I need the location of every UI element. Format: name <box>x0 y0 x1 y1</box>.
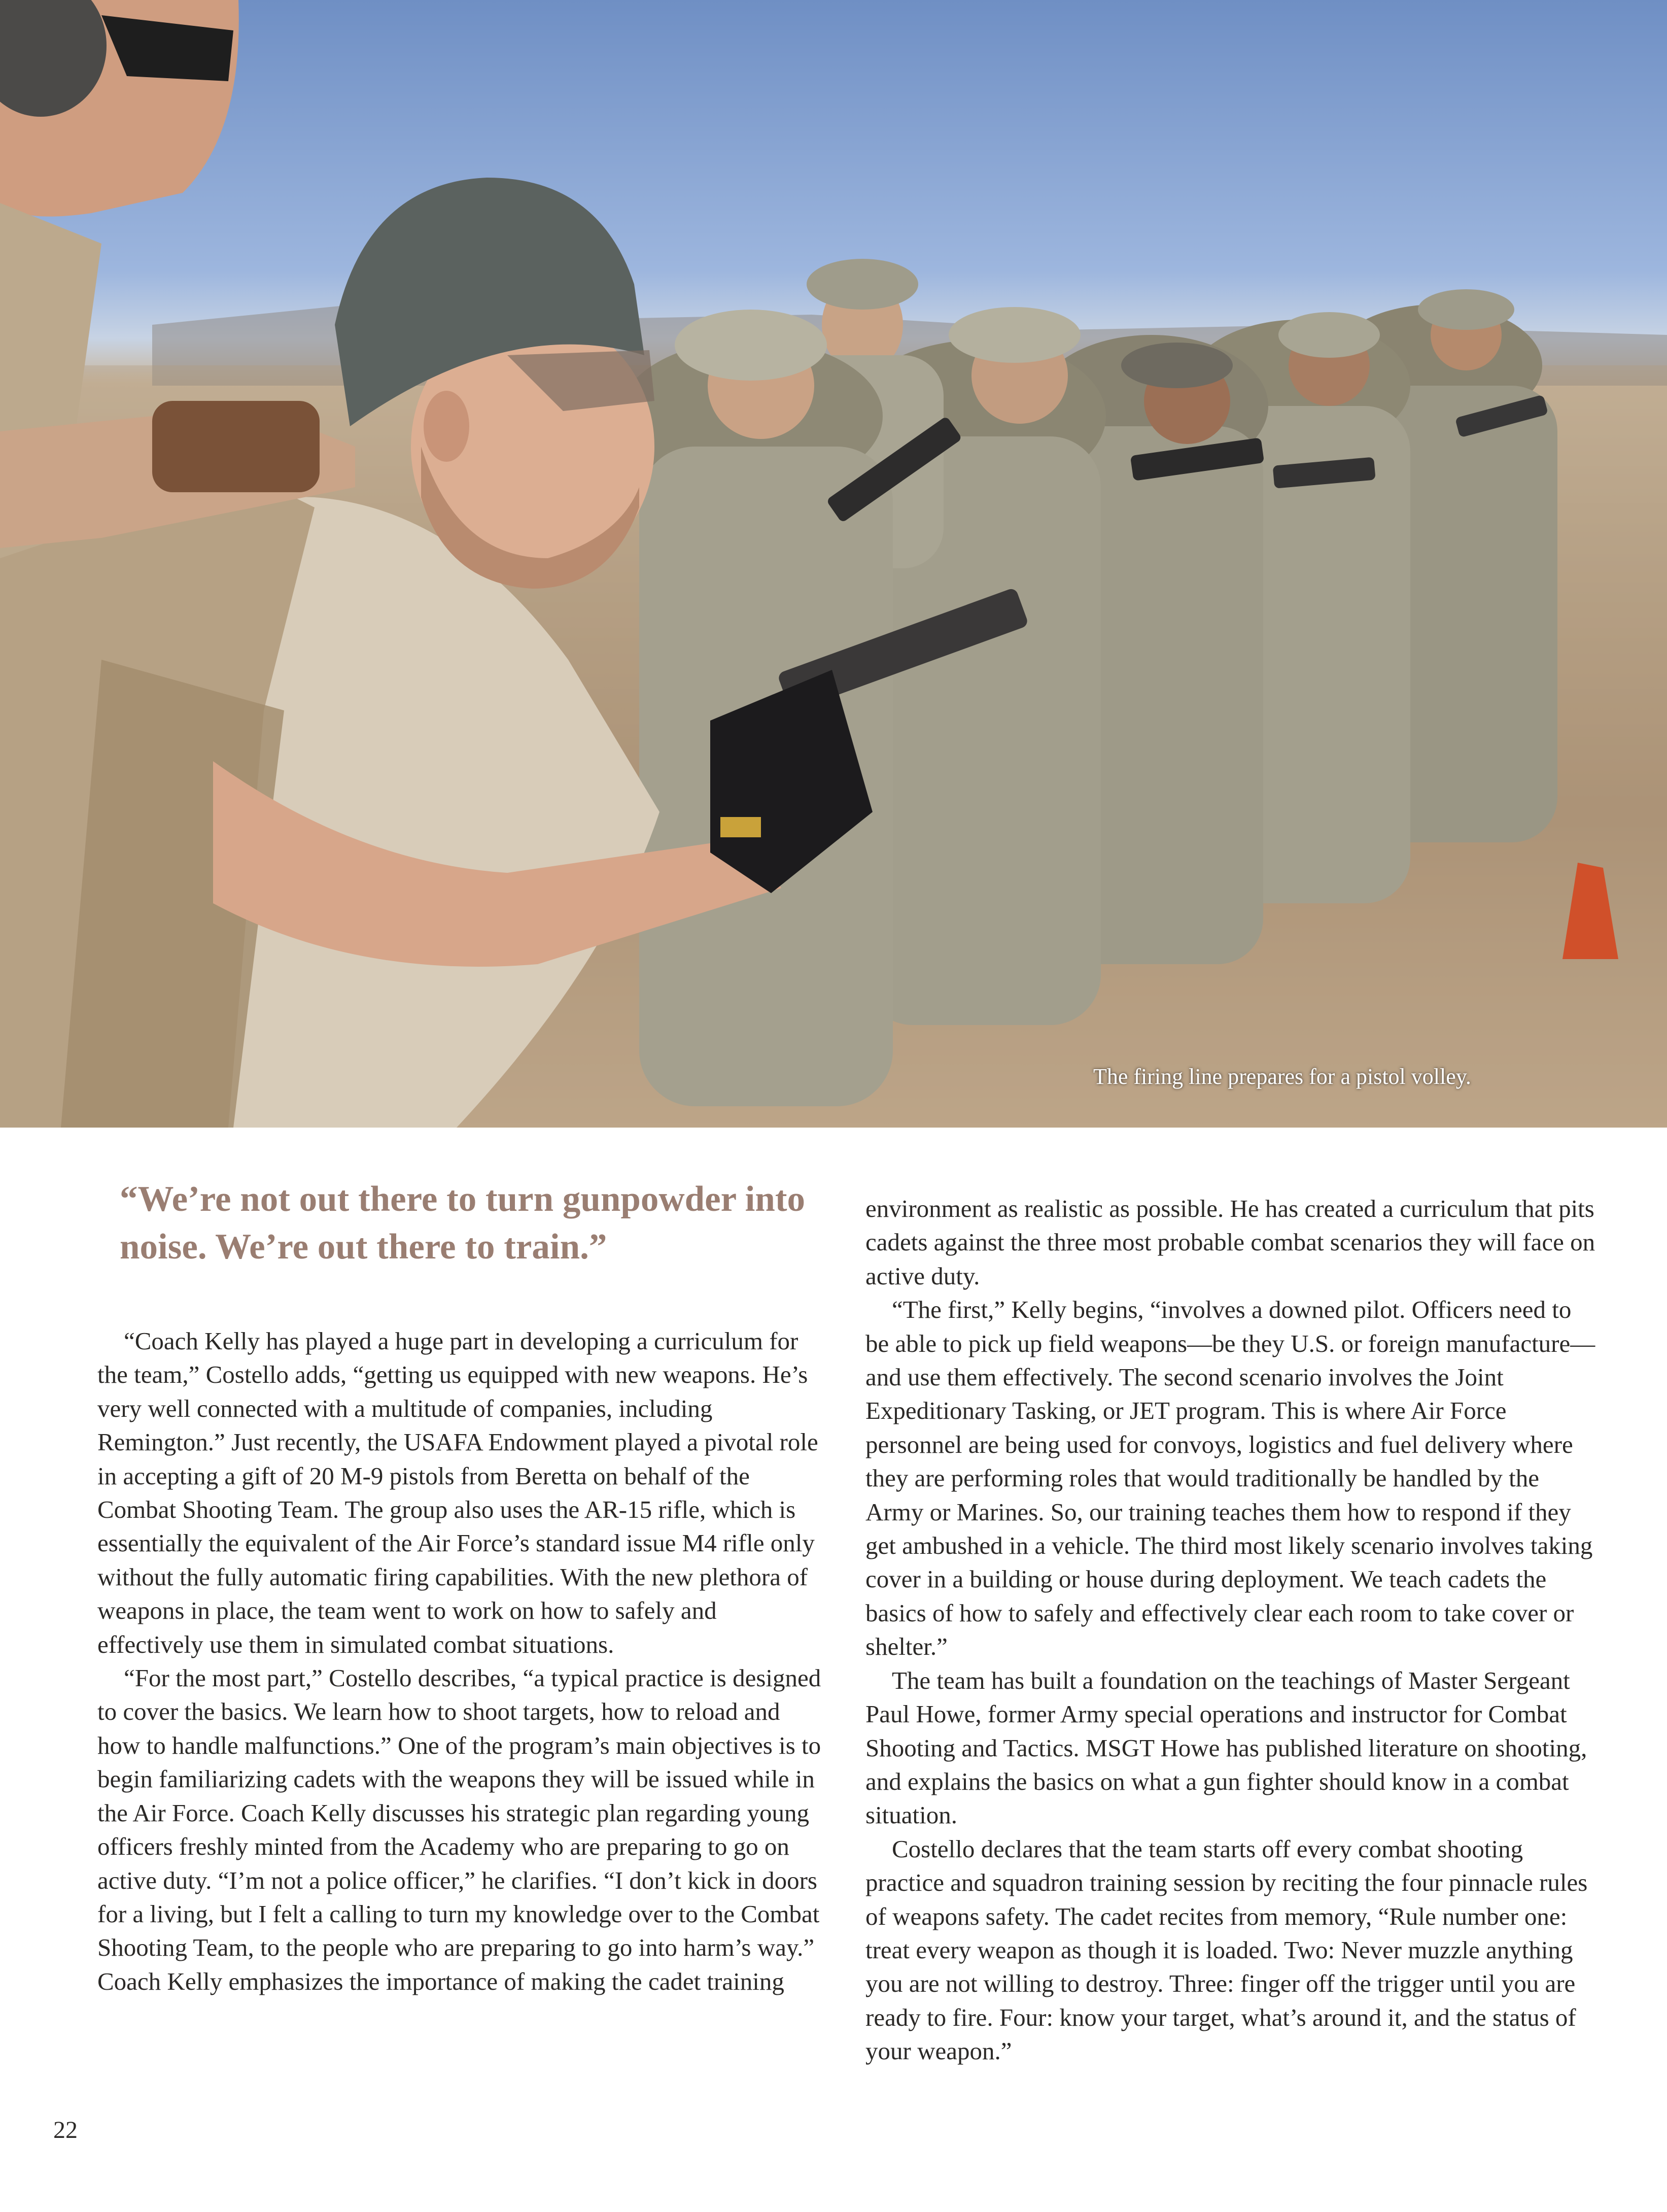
paragraph: Costello declares that the team starts off every combat shooting practice and squadron training session by reciting the four pinnacle rules of weapons safety. The cadet recites from memory, “Rule number one: treat every weapon as though it is loaded. Two: Never muzzle anything you are not willing to destroy. Three: finger off the trigger until you are ready to fire. Four: know your target, what’s around it, and the status of your weapon.” <box>865 1834 1588 2065</box>
page-number: 22 <box>53 2117 78 2143</box>
pull-quote: “We’re not out there to turn gunpowder into noise. We’re out there to train.” <box>120 1179 805 1267</box>
photo-caption: The firing line prepares for a pistol volley. <box>1093 1064 1471 1089</box>
right-column <box>865 1192 1596 2068</box>
paragraph: “Coach Kelly has played a huge part in developing a curriculum for the team,” Costello adds, “getting us equipped with new weapons. He’s very well connected with a multitude of companies, including Remington.” Just recently, the USAFA Endowment played a pivotal role in accepting a gift of 20 M-9 pistols from Beretta on behalf of the Combat Shooting Team. The group also uses the AR-15 rifle, which is essentially the equivalent of the Air Force’s standard issue M4 rifle only without the fully automatic firing capabilities. With the new plethora of weapons in place, the team went to work on how to safely and effectively use them in simulated combat situations. <box>97 1327 818 1658</box>
paragraph: “For the most part,” Costello describes, “a typical practice is designed to cover the basics. We learn how to shoot targets, how to reload and how to handle malfunctions.” One of the program’s main objectives is to begin familiarizing cadets with the weapons they will be issued while in the Air Force. Coach Kelly discusses his strategic plan regarding young officers freshly minted from the Academy who are preparing to go on active duty. “I’m not a police officer,” he clarifies. “I don’t kick in doors for a living, but I felt a calling to turn my knowledge over to the Combat Shooting Team, to the people who are preparing to go into harm’s way.” Coach Kelly emphasizes the importance of making the cadet training <box>97 1664 821 1995</box>
paragraph: The team has built a foundation on the teachings of Master Sergeant Paul Howe, former Army special operations and instructor for Combat Shooting and Tactics. MSGT Howe has published literature on shooting, and explains the basics on what a gun fighter should know in a combat situation. <box>865 1666 1587 1829</box>
left-column <box>97 1324 828 1998</box>
paragraph: “The first,” Kelly begins, “involves a downed pilot. Officers need to be able to pick up field weapons—be they U.S. or foreign manufacture—and use them effectively. The second scenario involves the Joint Expeditionary Tasking, or JET program. This is where Air Force personnel are being used for convoys, logistics and fuel delivery where they are performing roles that would traditionally be handled by the Army or Marines. So, our training teaches them how to respond if they get ambushed in a vehicle. The third most likely scenario involves taking cover in a building or house during deployment. We teach cadets the basics of how to safely and effectively clear each room to take cover or shelter.” <box>865 1296 1595 1661</box>
partial-person <box>0 0 355 558</box>
paragraph: environment as realistic as possible. He has created a curriculum that pits cadets against the three most probable combat scenarios they will face on active duty. <box>865 1195 1595 1290</box>
